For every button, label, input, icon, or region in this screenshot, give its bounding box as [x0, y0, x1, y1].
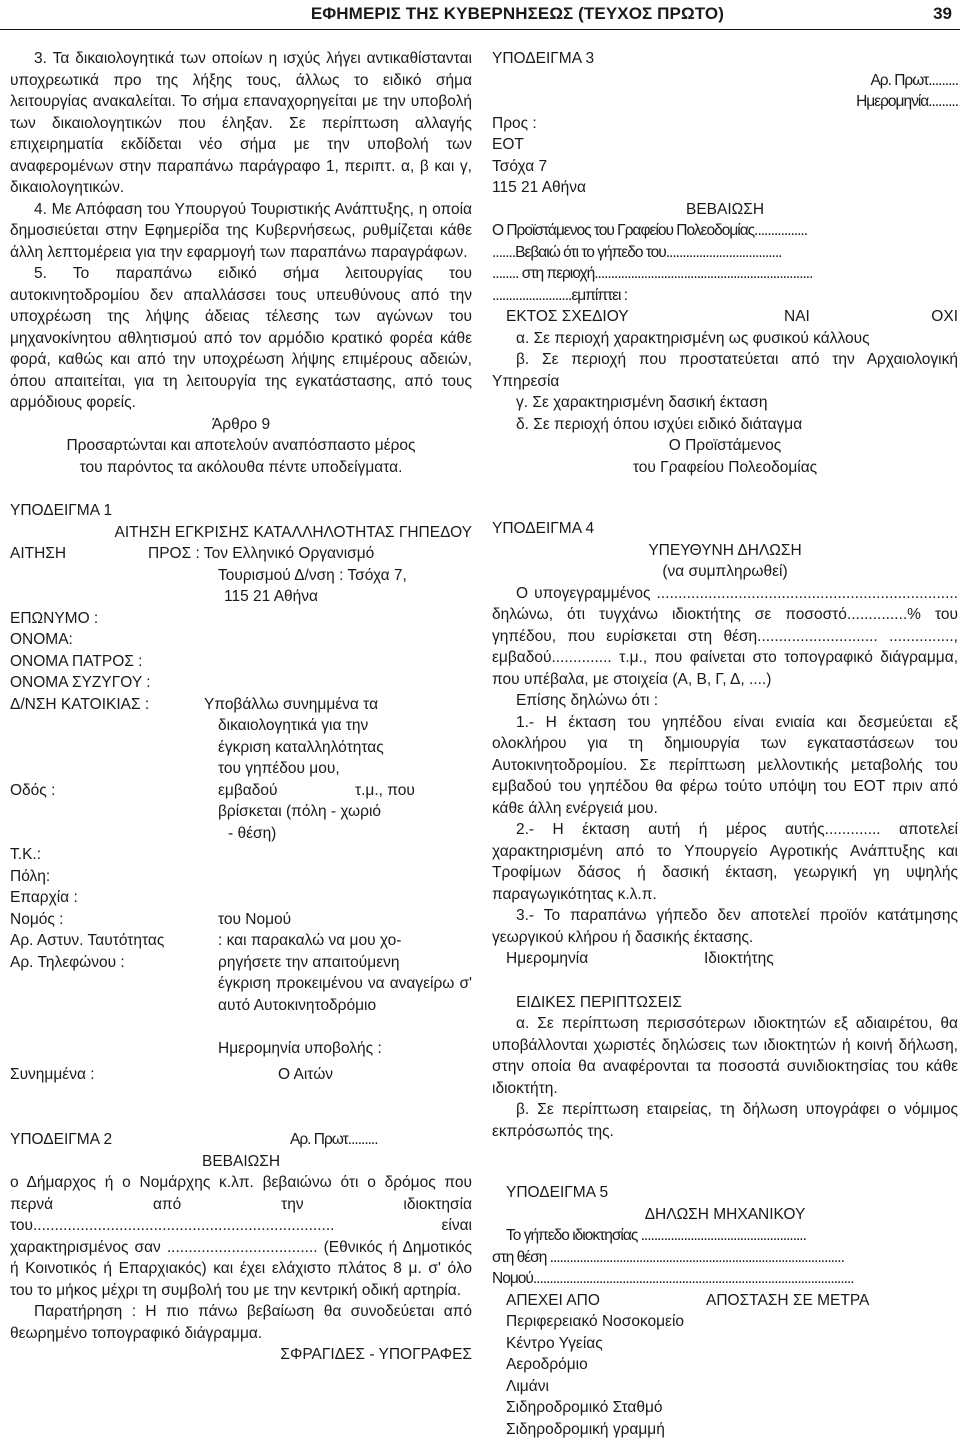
form-text-3: έγκριση καταλληλότητας	[218, 737, 384, 759]
sample-3-pros: Προς :	[492, 113, 958, 135]
paragraph-5: 5. Το παραπάνω ειδικό σήμα λειτουργίας του αυτοκινητοδρομίου δεν απαλλάσσει τους υπευθύνους από την υποχρέωση της λήψης άδειας τέλεσης των αγώνων του μηχανοκίνητου αθλητισμού από τον αρμόδιο κρατικό φορέα κάθε φορά, καθώς και από την υποχρέωση λήψης επιμέρους αδειών, όπου απαιτείται, για τη λειτουργία της εγκατάστασης, από τους αρμόδιους φορείς.	[10, 263, 472, 414]
form-text-1: Υποβάλλω συνημμένα τα	[204, 694, 378, 716]
header-rule	[0, 29, 960, 30]
form-label-patros: ΟΝΟΜΑ ΠΑΤΡΟΣ :	[10, 651, 142, 673]
form-label-nomos: Νομός :	[10, 909, 63, 931]
sample-5-line-1: Το γήπεδο ιδιοκτησίας ..................................................	[492, 1225, 958, 1247]
sample-2-title: ΥΠΟΔΕΙΓΜΑ 2	[10, 1129, 112, 1151]
paragraph-4: 4. Με Απόφαση του Υπουργού Τουριστικής Ανάπτυξης, η οποία δημοσιεύεται στην Εφημερίδα της Κυβερνήσεως, ρυθμίζεται κάθε άλλη λεπτομέρεια για την εφαρμογή των παραπάνω παραγράφων.	[10, 199, 472, 264]
sample-3-protocol: Αρ. Πρωτ.........	[492, 70, 958, 92]
form-text-5: βρίσκεται (πόλη - χωριό	[218, 801, 381, 823]
sample-4-case-b: β. Σε περίπτωση εταιρείας, τη δήλωση υπογράφει ο νόμιμος εκπρόσωπός της.	[492, 1099, 958, 1142]
sample-5-item: Λιμάνι	[492, 1376, 958, 1398]
form-label-dnsi: Δ/ΝΣΗ ΚΑΤΟΙΚΙΑΣ :	[10, 694, 149, 716]
sample-3-tsoxa: Τσόχα 7	[492, 156, 958, 178]
form-label-odos: Οδός :	[10, 780, 55, 802]
sample-5-line-2: στη θέση .........................................................................................	[492, 1247, 958, 1269]
form-label-tilef: Αρ. Τηλεφώνου :	[10, 952, 125, 974]
sample-3-line-2: .......Βεβαιώ ότι το γήπεδο του...................................	[492, 242, 958, 264]
form-label-poli: Πόλη:	[10, 866, 50, 888]
form-label-aitisi: ΑΙΤΗΣΗ	[10, 543, 66, 565]
sample-5-item: Περιφερειακό Νοσοκομείο	[492, 1311, 958, 1333]
sample-3-heading: ΒΕΒΑΙΩΣΗ	[492, 199, 958, 221]
sample-2-protocol: Αρ. Πρωτ.........	[290, 1129, 378, 1151]
sample-5-apexei: ΑΠΕΧΕΙ ΑΠΟ	[506, 1290, 600, 1312]
form-pros: ΠΡΟΣ : Τον Ελληνικό Οργανισμό	[148, 543, 374, 565]
left-column	[10, 48, 472, 1366]
sample-4-paragraph-4: 3.- Το παραπάνω γήπεδο δεν αποτελεί προϊόν κατάτμησης γεωργικού κλήρου ή δασικής έκτασης.	[492, 905, 958, 948]
sample-3-ektos: ΕΚΤΟΣ ΣΧΕΔΙΟΥ	[506, 306, 629, 328]
sample-4-case-a: α. Σε περίπτωση περισσότερων ιδιοκτητών εξ αδιαιρέτου, θα υποβάλλονται χωριστές δηλώσεις των ιδιοκτητών ή κοινή δήλωση, στην οποία θα αναφέρονται τα ποσοστά συνιδιοκτησίας του κάθε ιδιοκτήτη.	[492, 1013, 958, 1099]
sample-4-title: ΥΠΟΔΕΙΓΜΑ 4	[492, 518, 958, 540]
form-label-syzygou: ΟΝΟΜΑ ΣΥΖΥΓΟΥ :	[10, 672, 151, 694]
sample-5-title: ΥΠΟΔΕΙΓΜΑ 5	[492, 1182, 958, 1204]
form-label-eparxia: Επαρχία :	[10, 887, 78, 909]
sample-5-heading: ΔΗΛΩΣΗ ΜΗΧΑΝΙΚΟΥ	[492, 1204, 958, 1226]
sample-5-item: Σιδηροδρομικό Σταθμό	[492, 1397, 958, 1419]
sample-3-oxi: ΟΧΙ	[931, 306, 958, 328]
form-tilef-text: ρηγήσετε την απαιτούμενη	[218, 952, 399, 974]
sample-3-item-d: δ. Σε περιοχή όπου ισχύει ειδικό διάταγμα	[492, 414, 958, 436]
sample-3-item-b: β. Σε περιοχή που προστατεύεται από την Αρχαιολογική Υπηρεσία	[492, 349, 958, 392]
sample-2-heading: ΒΕΒΑΙΩΣΗ	[10, 1151, 472, 1173]
paragraph-3: 3. Τα δικαιολογητικά των οποίων η ισχύς λήγει αντικαθίστανται υποχρεωτικά προ της λήξης τους, άλλως το ειδικό σήμα λειτουργίας ανακαλείται. Το σήμα επαναχορηγείται με την υποβολή των δικαιολογητικών που έληξαν. Σε περίπτωση αλλαγής επιχειρηματία εκδίδεται νέο σήμα με την υποβολή των αναφερομένων στην παραπάνω παράγραφο 1, περιπτ. α, β και γ, δικαιολογητικών.	[10, 48, 472, 199]
form-label-tk: Τ.Κ.:	[10, 844, 41, 866]
form-tou-nomou: του Νομού	[218, 909, 291, 931]
form-text-2: δικαιολογητικά για την	[218, 715, 368, 737]
sample-4-subheading: (να συμπληρωθεί)	[492, 561, 958, 583]
sample-3-item-a: α. Σε περιοχή χαρακτηρισμένη ως φυσικού κάλλους	[492, 328, 958, 350]
form-label-astyn: Αρ. Αστυν. Ταυτότητας	[10, 930, 164, 952]
sample-1-form	[10, 543, 472, 973]
page-number: 39	[933, 4, 952, 24]
form-emvadou: εμβαδού	[218, 780, 277, 802]
sample-3-title: ΥΠΟΔΕΙΓΜΑ 3	[492, 48, 958, 70]
form-text-4: του γηπέδου μου,	[218, 758, 340, 780]
article-heading: Άρθρο 9	[10, 414, 472, 436]
form-label-synimmena: Συνημμένα :	[10, 1064, 95, 1086]
sample-1-title: ΥΠΟΔΕΙΓΜΑ 1	[10, 500, 472, 522]
sample-3-athina: 115 21 Αθήνα	[492, 177, 958, 199]
sample-5-item: Αεροδρόμιο	[492, 1354, 958, 1376]
sample-2-signatures: ΣΦΡΑΓΙΔΕΣ - ΥΠΟΓΡΑΦΕΣ	[10, 1344, 472, 1366]
sample-2-text: ο Δήμαρχος ή ο Νομάρχης κ.λπ. βεβαιώνω ότι ο δρόμος που περνά από την ιδιοκτησία του...................................................................... είναι χαρακτηρισμένος σαν ................................... (Εθνικός ή Δημοτικός ή Κοινοτικός ή Επαρχιακός) και έχει ελάχιστο πλάτος 8 μ. σ' όλο του το μήκος μέχρι τη συμβολή του με την κεντρική οδική αρτηρία.	[10, 1172, 472, 1301]
sample-4-paragraph-2: 1.- Η έκταση του γηπέδου είναι ενιαία και δεσμεύεται εξ ολοκλήρου για τη δημιουργία των εγκαταστάσεων του Αυτοκινητοδρομίου. Σε περίπτωση μελλοντικής μεταβολής του εμβαδού του γηπέδου θα φέρω τούτο υπόψη του ΕΟΤ πριν από κάθε άλλη ενέργειά μου.	[492, 712, 958, 820]
form-label-eponymo: ΕΠΩΝΥΜΟ :	[10, 608, 98, 630]
sample-3-sign-2: του Γραφείου Πολεοδομίας	[492, 457, 958, 479]
page-header	[0, 0, 960, 30]
sample-4-heading: ΥΠΕΥΘΥΝΗ ΔΗΛΩΣΗ	[492, 540, 958, 562]
form-astyn-text: : και παρακαλώ να μου χο-	[218, 930, 401, 952]
article-text-2: του παρόντος τα ακόλουθα πέντε υποδείγματα.	[10, 457, 472, 479]
sample-1-heading: ΑΙΤΗΣΗ ΕΓΚΡΙΣΗΣ ΚΑΤΑΛΛΗΛΟΤΗΤΑΣ ΓΗΠΕΔΟΥ	[10, 522, 472, 544]
sample-3-date: Ημερομηνία.........	[492, 91, 958, 113]
sample-4-special-cases: ΕΙΔΙΚΕΣ ΠΕΡΙΠΤΩΣΕΙΣ	[492, 992, 958, 1014]
sample-4-paragraph-1: Ο υπογεγραμμένος ...................................................................... δηλώνω, ότι τυγχάνω ιδιοκτήτης σε ποσοστό..............% του γηπέδου, που ευρίσκεται στη θέση............................ ..............., εμβαδού.............. τ.μ., που φαίνεται στο τοπογραφικό διάγραμμα, που υπέβαλα, με στοιχεία (Α, Β, Γ, Δ, ....)	[492, 583, 958, 691]
sample-3-line-4: ........................εμπίπτει :	[492, 285, 958, 307]
sample-3-sign-1: Ο Προϊστάμενος	[492, 435, 958, 457]
gazette-title: ΕΦΗΜΕΡΙΣ ΤΗΣ ΚΥΒΕΡΝΗΣΕΩΣ (ΤΕΥΧΟΣ ΠΡΩΤΟ)	[311, 4, 724, 24]
form-text-6: - θέση)	[228, 823, 276, 845]
sample-4-owner: Ιδιοκτήτης	[704, 948, 774, 970]
sample-4-paragraph-3: 2.- Η έκταση αυτή ή μέρος αυτής............. αποτελεί χαρακτηρισμένη από το Υπουργείο Αγροτικής Ανάπτυξης και Τροφίμων δάσος ή δασική έκταση, γεωργική γη υψηλής παραγωγικότητας κ.λ.π.	[492, 819, 958, 905]
form-tm: τ.μ., που	[355, 780, 415, 802]
sample-2-note: Παρατήρηση : Η πιο πάνω βεβαίωση θα συνοδεύεται από θεωρημένο τοπογραφικό διάγραμμα.	[10, 1301, 472, 1344]
form-text-7: έγκριση προκειμένου να αναγείρω σ' αυτό Αυτοκινητοδρόμιο	[218, 973, 472, 1016]
form-pros-line-3: 115 21 Αθήνα	[224, 586, 318, 608]
sample-5-line-3: Νομού.................................................................................................	[492, 1268, 958, 1290]
sample-4-date: Ημερομηνία	[506, 948, 588, 970]
article-text-1: Προσαρτώνται και αποτελούν αναπόσπαστο μέρος	[10, 435, 472, 457]
form-aiton: Ο Αιτών	[278, 1064, 333, 1086]
form-label-onoma: ΟΝΟΜΑ:	[10, 629, 73, 651]
sample-3-line-3: ........ στη περιοχή..................................................................	[492, 263, 958, 285]
sample-3-line-1: Ο Προϊστάμενος του Γραφείου Πολεοδομίας................	[492, 220, 958, 242]
sample-5-item: Σιδηροδρομική γραμμή	[492, 1419, 958, 1440]
right-column	[492, 48, 958, 1440]
sample-3-item-c: γ. Σε χαρακτηρισμένη δασική έκταση	[492, 392, 958, 414]
sample-3-nai: ΝΑΙ	[784, 306, 810, 328]
sample-3-eot: ΕΟΤ	[492, 134, 958, 156]
sample-4-episis: Επίσης δηλώνω ότι :	[492, 690, 958, 712]
form-pros-line-2: Τουρισμού Δ/νση : Τσόχα 7,	[218, 565, 407, 587]
sample-5-item: Κέντρο Υγείας	[492, 1333, 958, 1355]
sample-5-apostasi: ΑΠΟΣΤΑΣΗ ΣΕ ΜΕΤΡΑ	[706, 1290, 869, 1312]
form-date: Ημερομηνία υποβολής :	[218, 1038, 382, 1060]
